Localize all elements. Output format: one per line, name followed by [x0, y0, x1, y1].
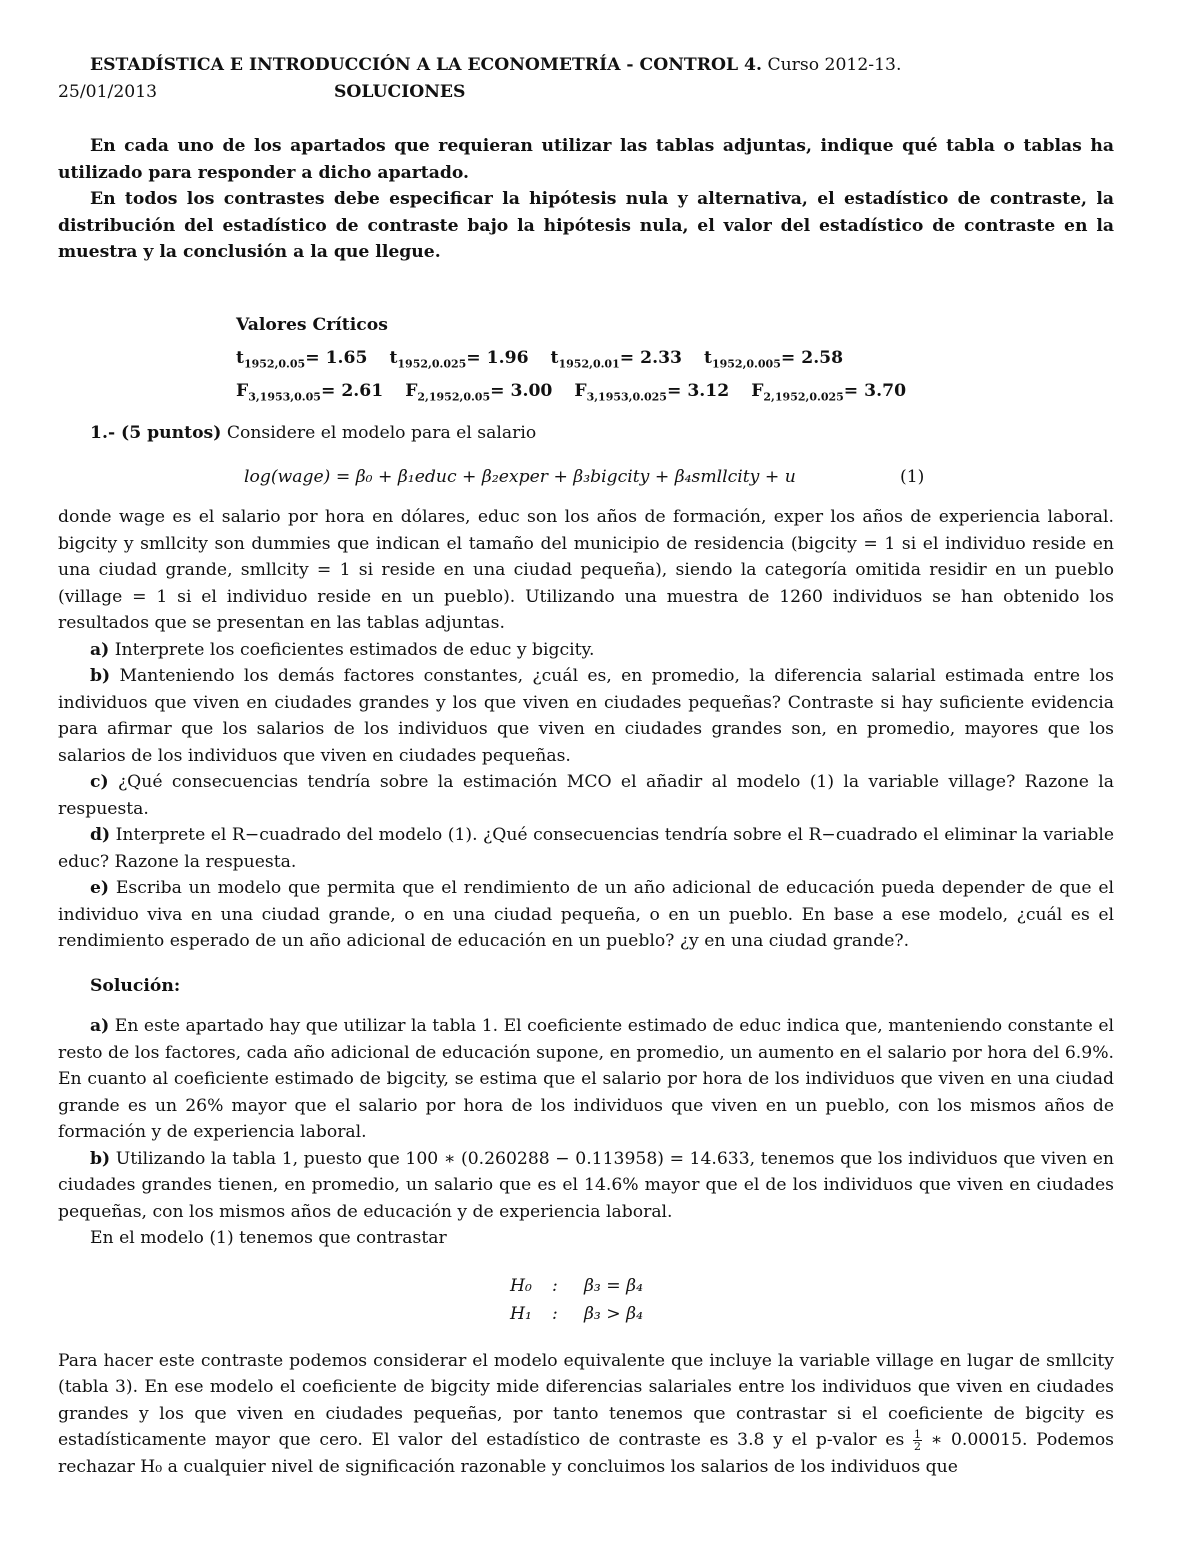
critical-value-symbol: t	[704, 347, 712, 368]
critical-value-number: = 2.33	[619, 347, 682, 368]
h1-sep: :	[552, 1303, 558, 1324]
conclusion-text-2: ∗ 0.00015.	[930, 1430, 1028, 1450]
header-title: ESTADÍSTICA E INTRODUCCIÓN A LA ECONOMETRÍA - CONTROL 4.	[90, 55, 762, 75]
contrast-intro: En el modelo (1) tenemos que contrastar	[90, 1228, 447, 1248]
question-1d	[58, 822, 1114, 875]
critical-value-symbol: t	[550, 347, 559, 368]
header-subtitle: SOLUCIONES	[334, 81, 466, 102]
critical-value-number: = 3.00	[490, 380, 553, 401]
critical-value-symbol: F	[751, 380, 764, 401]
critical-value-number: = 3.12	[666, 380, 730, 401]
header-line-1	[58, 52, 1114, 79]
conclusion-text-3: Podemos rechazar H₀ a cualquier nivel de significación razonable y concluimos los salarios de los individuos que	[58, 1430, 1114, 1477]
q1e-label: e)	[90, 878, 110, 898]
question-1c	[58, 769, 1114, 822]
question-1-header	[58, 420, 1114, 447]
critical-value-t-3	[704, 348, 843, 368]
fraction-denominator: 2	[913, 1440, 921, 1453]
question-1e	[58, 875, 1114, 955]
critical-value-symbol: F	[574, 380, 587, 401]
conclusion-text-1: Para hacer este contraste podemos considerar el modelo equivalente que incluye la variable village en lugar de smllcity (tabla 3). En ese modelo el coeficiente de bigcity mide diferencias salariales entre los individuos que viven en ciudades grandes y los que viven en ciudades pequeñas, por tanto tenemos que contrastar si el coeficiente de bigcity es estadísticamente mayor que cero. El valor del estadístico de contraste es 3.8 y el p-valor es	[58, 1350, 1114, 1450]
critical-values-title: Valores Críticos	[236, 314, 388, 335]
critical-value-number: = 2.58	[780, 347, 844, 368]
header-date: 25/01/2013	[58, 81, 158, 102]
question-1-label: 1.- (5 puntos)	[90, 422, 222, 443]
model-description: donde wage es el salario por hora en dólares, educ son los años de formación, exper los años de experiencia laboral. bigcity y smllcity son dummies que indican el tamaño del municipio de residencia (bigcity = 1 si el individuo reside en una ciudad grande, smllcity = 1 si reside en una ciudad pequeña), siendo la categoría omitida residir en un pueblo (village = 1 si el individuo reside en un pueblo). Utilizando una muestra de 1260 individuos se han obtenido los resultados que se presentan en las tablas adjuntas.	[58, 507, 1114, 633]
sol-b-label: b)	[90, 1148, 111, 1169]
critical-value-subscript: 3,1953,0.025	[586, 389, 667, 403]
critical-value-symbol: t	[389, 347, 398, 368]
q1b-label: b)	[90, 666, 111, 686]
critical-value-subscript: 2,1952,0.025	[763, 389, 844, 403]
q1a-label: a)	[90, 639, 110, 660]
header-line-2	[58, 79, 1114, 106]
hypotheses	[510, 1272, 1114, 1328]
question-1	[58, 420, 1114, 955]
critical-value-number: = 2.61	[320, 380, 384, 401]
h1-label: H₁	[510, 1303, 532, 1324]
formula-number: (1)	[900, 467, 925, 487]
critical-value-t-0	[236, 348, 367, 368]
instructions	[58, 133, 1114, 266]
model-equation	[58, 464, 1114, 490]
h0-sep: :	[552, 1275, 558, 1296]
sol-a-text: En este apartado hay que utilizar la tabla 1. El coeficiente estimado de educ indica que, manteniendo constante el resto de los factores, cada año adicional de educación supone, en promedio, un aumento en el salario por hora del 6.9%. En cuanto al coeficiente estimado de bigcity, se estima que el salario por hora de los individuos que viven en una ciudad grande es un 26% mayor que el salario por hora de los individuos que viven en un pueblo, con los mismos años de formación y de experiencia laboral.	[58, 1016, 1114, 1142]
sol-a-label: a)	[90, 1016, 110, 1036]
instructions-p1: En cada uno de los apartados que requieran utilizar las tablas adjuntas, indique qué tabla o tablas ha utilizado para responder a dicho apartado.	[58, 136, 1114, 183]
critical-value-subscript: 3,1953,0.05	[248, 389, 321, 403]
critical-value-f-3	[751, 381, 906, 401]
critical-value-t-2	[551, 348, 682, 368]
critical-value-f-0	[236, 381, 383, 401]
solution-a	[58, 1013, 1114, 1146]
critical-values	[236, 309, 1114, 408]
critical-value-number: = 3.70	[843, 380, 907, 401]
h0-label: H₀	[510, 1275, 532, 1296]
critical-value-number: = 1.65	[305, 347, 368, 368]
critical-value-subscript: 1952,0.05	[243, 356, 306, 370]
q1d-label: d)	[90, 825, 111, 845]
critical-value-symbol: t	[236, 347, 244, 368]
h1-expr: β₃ > β₄	[584, 1303, 643, 1324]
fraction-one-half	[913, 1429, 922, 1452]
q1a-text: Interprete los coeficientes estimados de educ y bigcity.	[114, 639, 595, 660]
q1c-label: c)	[90, 772, 109, 792]
critical-value-subscript: 2,1952,0.05	[417, 389, 491, 403]
solution-title: Solución:	[90, 975, 181, 996]
fraction-numerator: 1	[913, 1428, 921, 1441]
question-1b	[58, 663, 1114, 769]
sol-b-text: Utilizando la tabla 1, puesto que 100 ∗ (0.260288 − 0.113958) = 14.633, tenemos que los individuos que viven en ciudades grandes tienen, en promedio, un salario que es el 14.6% mayor que el de los individuos que viven en ciudades pequeñas, con los mismos años de educación y de experiencia laboral.	[58, 1148, 1114, 1222]
critical-value-f-2	[574, 381, 729, 401]
critical-value-subscript: 1952,0.01	[558, 356, 620, 370]
document-page	[58, 52, 1114, 1480]
critical-value-subscript: 1952,0.005	[711, 356, 781, 370]
h0-expr: β₃ = β₄	[584, 1275, 643, 1296]
critical-values-row-t	[236, 342, 1114, 375]
header-course: Curso 2012-13.	[767, 55, 902, 75]
critical-value-symbol: F	[236, 380, 249, 401]
q1b-text: Manteniendo los demás factores constantes, ¿cuál es, en promedio, la diferencia salarial estimada entre los individuos que viven en ciudades grandes y los que viven en ciudades pequeñas? Contraste si hay suficiente evidencia para afirmar que los salarios de los individuos que viven en ciudades grandes son, en promedio, mayores que los salarios de los individuos que viven en ciudades pequeñas.	[58, 666, 1114, 766]
solution-b	[58, 1146, 1114, 1226]
critical-value-subscript: 1952,0.025	[397, 356, 467, 370]
critical-value-t-1	[389, 348, 528, 368]
question-1-intro: Considere el modelo para el salario	[226, 422, 537, 443]
solution-conclusion	[58, 1348, 1114, 1481]
q1d-text: Interprete el R−cuadrado del modelo (1). ¿Qué consecuencias tendría sobre el R−cuadrado el eliminar la variable educ? Razone la respuesta.	[58, 825, 1114, 872]
instructions-p2: En todos los contrastes debe especificar la hipótesis nula y alternativa, el estadístico de contraste, la distribución del estadístico de contraste bajo la hipótesis nula, el valor del estadístico de contraste en la muestra y la conclusión a la que llegue.	[58, 189, 1114, 262]
critical-value-f-1	[405, 381, 552, 401]
q1e-text: Escriba un modelo que permita que el rendimiento de un año adicional de educación pueda depender de que el individuo viva en una ciudad grande, o en una ciudad pequeña, o en un pueblo. En base a ese modelo, ¿cuál es el rendimiento esperado de un año adicional de educación en un pueblo? ¿y en una ciudad grande?.	[58, 878, 1114, 951]
critical-value-symbol: F	[405, 380, 418, 401]
solution	[58, 1013, 1114, 1480]
alt-hypothesis	[510, 1300, 1114, 1328]
question-1a	[58, 637, 1114, 664]
q1c-text: ¿Qué consecuencias tendría sobre la estimación MCO el añadir al modelo (1) la variable village? Razone la respuesta.	[58, 772, 1114, 819]
document-header	[58, 52, 1114, 105]
model-formula: log(wage) = β₀ + β₁educ + β₂exper + β₃bigcity + β₄smllcity + u	[244, 467, 796, 487]
null-hypothesis	[510, 1272, 1114, 1300]
critical-values-row-f	[236, 375, 1114, 408]
critical-value-number: = 1.96	[466, 347, 529, 368]
